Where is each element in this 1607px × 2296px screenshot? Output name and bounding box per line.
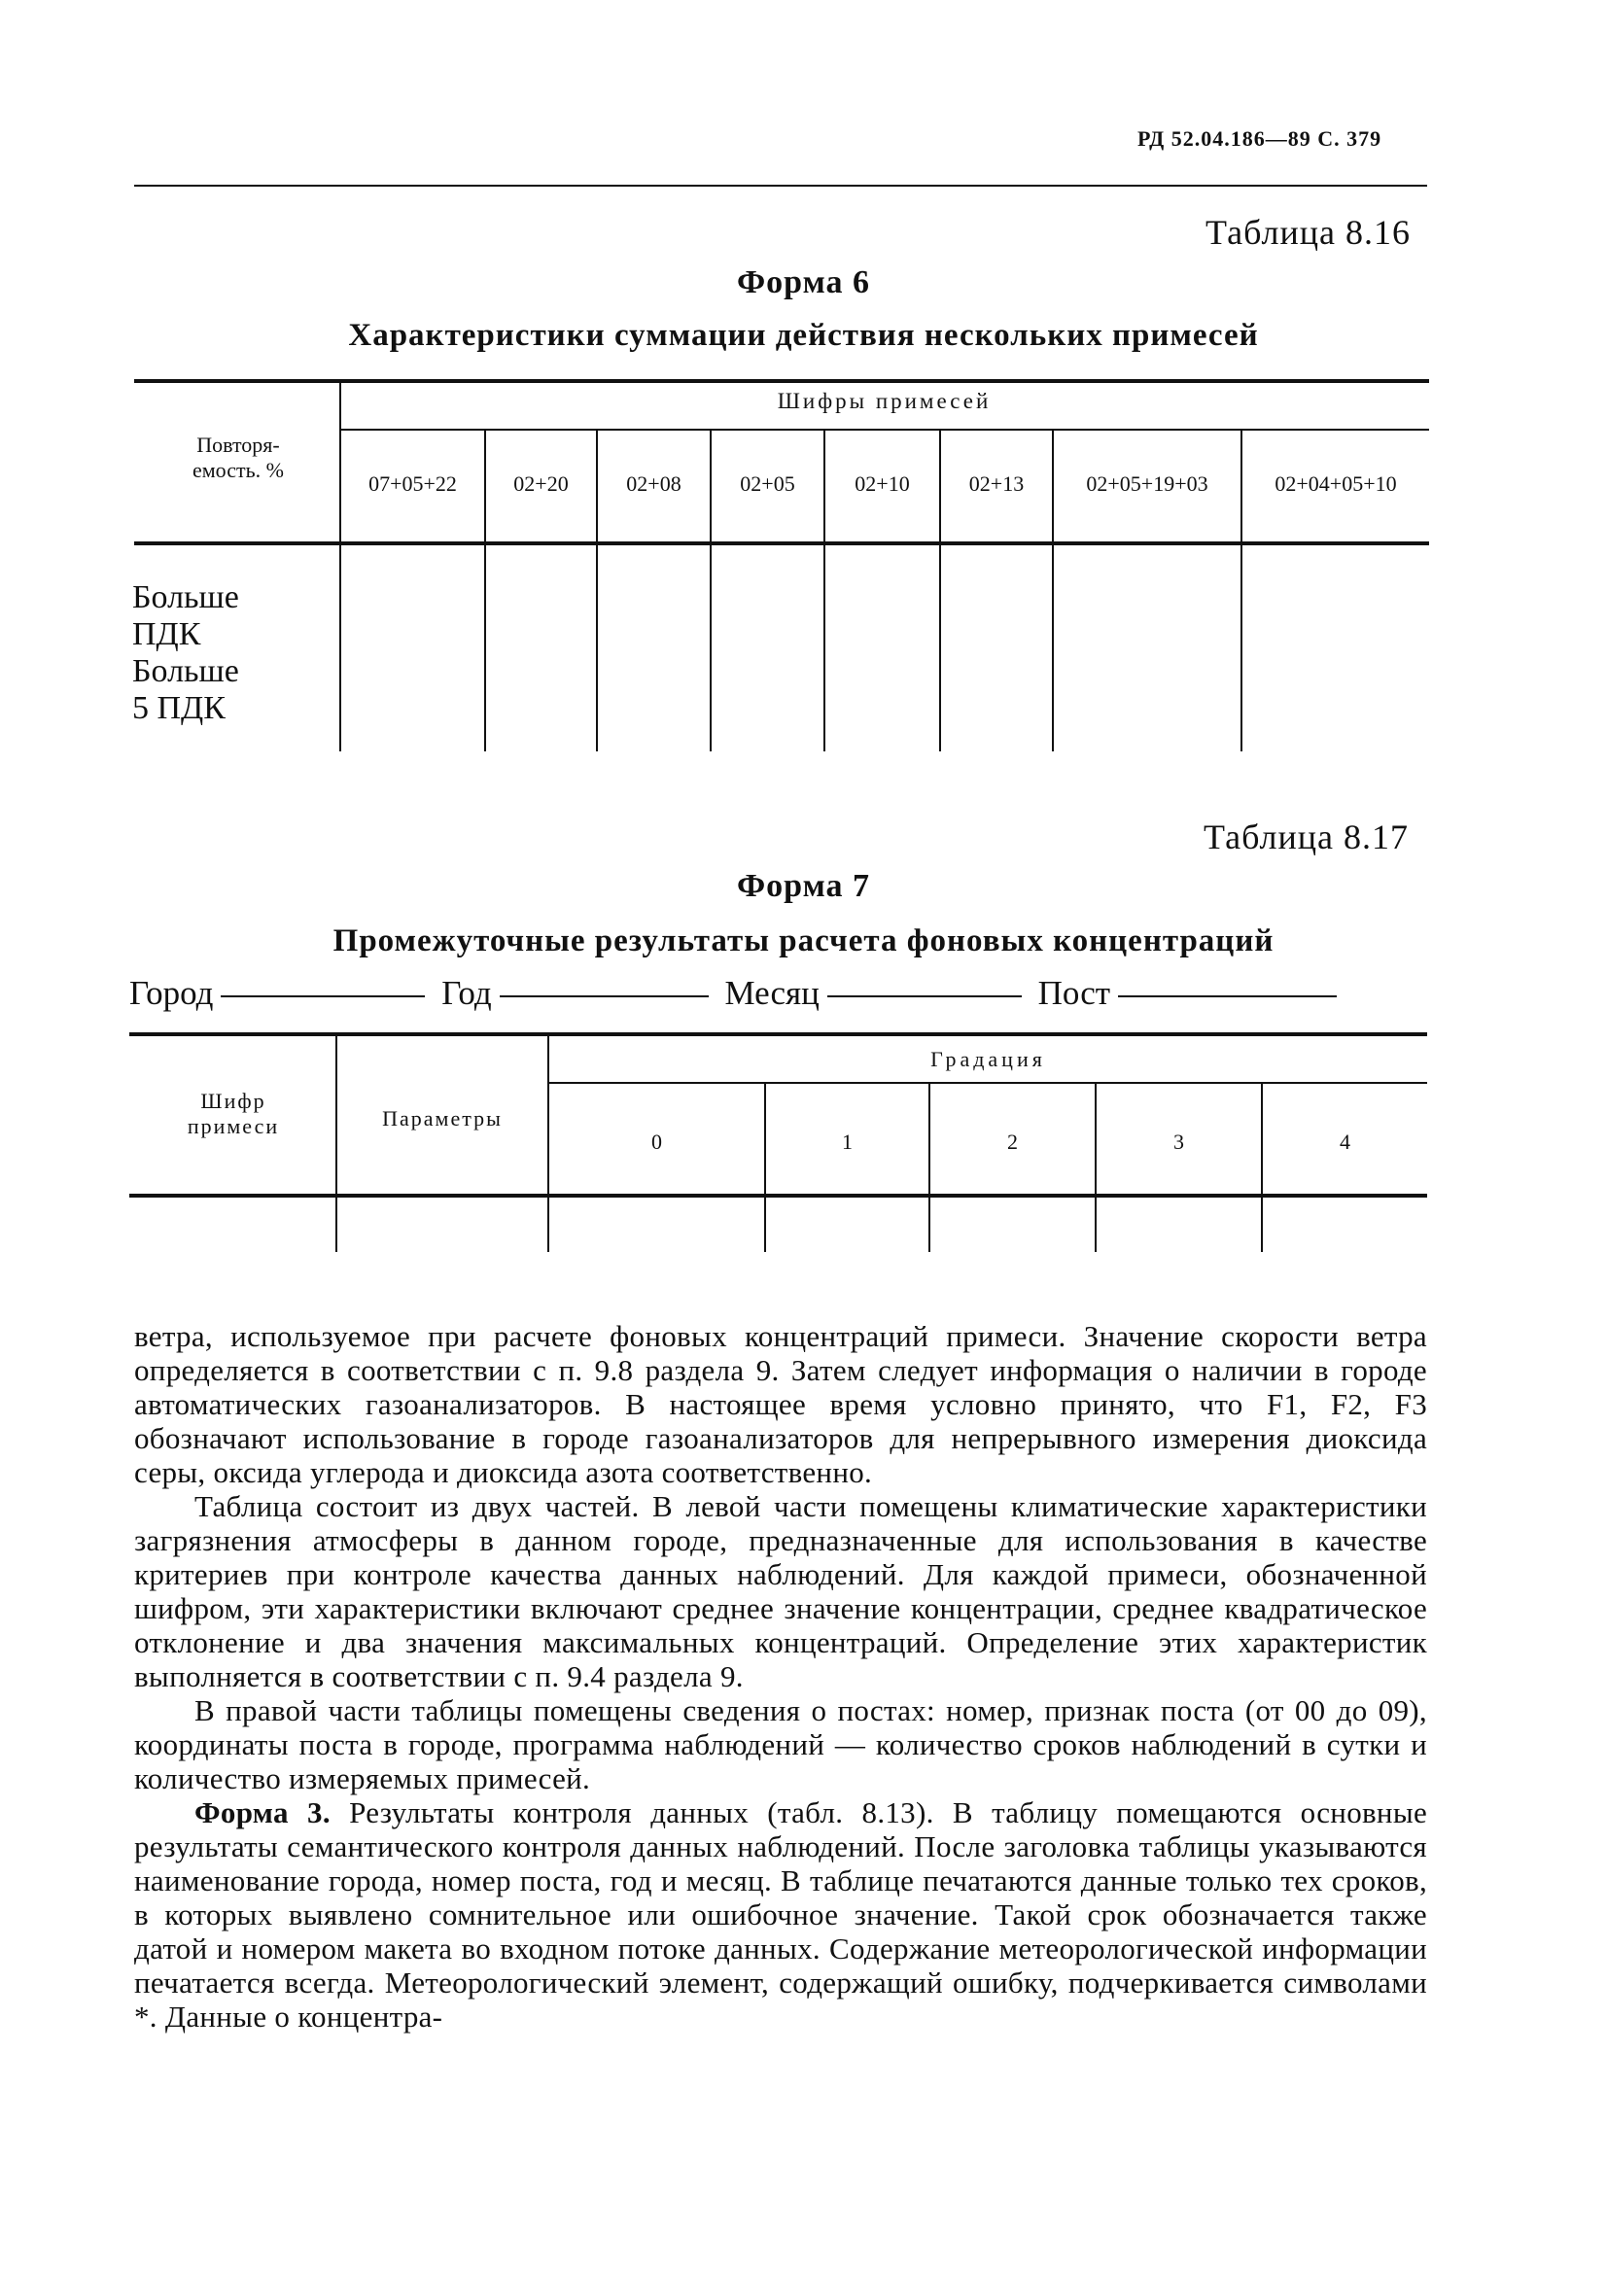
col-divider xyxy=(939,545,941,751)
paragraph: В правой части таблицы помещены сведения о постах: номер, признак поста (от 00 до 09), координаты поста в городе, программа наблюдений — количество сроков наблюдений в сутки и количество измеряемых примесей. xyxy=(134,1693,1427,1795)
form-fields-line xyxy=(129,974,1345,1013)
table-8-17-label: Таблица 8.17 xyxy=(1204,818,1409,856)
col-divider xyxy=(928,1198,930,1252)
code-header: 02+04+05+10 xyxy=(1275,471,1397,496)
code-header: 02+13 xyxy=(968,471,1025,496)
code-header: 02+05+19+03 xyxy=(1086,471,1208,496)
col-divider xyxy=(1261,1198,1263,1252)
row-label: ПДК xyxy=(132,616,201,652)
paragraph xyxy=(134,1795,1427,2034)
gradation-header: 4 xyxy=(1340,1130,1350,1154)
col-divider xyxy=(339,545,341,751)
table-8-16-label: Таблица 8.16 xyxy=(1205,213,1411,252)
code-header: 02+10 xyxy=(855,471,910,496)
col-divider xyxy=(710,545,712,751)
col-divider xyxy=(335,1198,337,1252)
column-header-repeatability xyxy=(156,433,321,483)
body-text xyxy=(134,1319,1427,2034)
col-divider xyxy=(596,545,598,751)
header-rule xyxy=(134,185,1427,187)
field-year-blank xyxy=(500,995,709,997)
table-8-17-form-title: Форма 7 xyxy=(736,868,871,904)
row-label: 5 ПДК xyxy=(132,690,226,726)
gradation-header: 1 xyxy=(842,1130,853,1154)
column-header-params: Параметры xyxy=(382,1106,503,1131)
paragraph: ветра, используемое при расчете фоновых концентраций примеси. Значение скорости ветра определяется в соответствии с п. 9.8 раздела 9. Затем следует информация о наличии в городе автоматических газоанализаторов. В настоящее время условно принято, что F1, F2, F3 обозначают использование в городе газоанализаторов для непрерывного измерения диоксида серы, оксида углерода и диоксида азота соответственно. xyxy=(134,1319,1427,1489)
paragraph-text: Результаты контроля данных (табл. 8.13). В таблицу помещаются основные результаты семантического контроля данных наблюдений. После заголовка таблицы указываются наименование города, номер поста, год и месяц. В таблице печатаются данные только тех сроков, в которых выявлено сомнительное или ошибочное значение. Такой срок обозначается также датой и номером макета во входном потоке данных. Содержание метеорологической информации печатается всегда. Метеорологический элемент, содержащий ошибку, подчеркивается символами *. Данные о концентра- xyxy=(134,1795,1428,2034)
header-bottom-rule xyxy=(134,541,1429,545)
group-header-codes: Шифры примесей xyxy=(777,389,992,413)
paragraph: Таблица состоит из двух частей. В левой части помещены климатические характеристики загрязнения атмосферы в данном городе, предназначенные для использования в качестве критериев при контроле качества данных наблюдений. Для каждой примеси, обозначенной шифром, эти характеристики включают среднее значение концентрации, среднее квадратическое отклонение и два значения максимальных концентраций. Определение этих характеристик выполняется в соответствии с п. 9.4 раздела 9. xyxy=(134,1489,1427,1693)
field-city-blank xyxy=(221,995,425,997)
table-top-rule xyxy=(134,379,1429,383)
header-line: примеси xyxy=(187,1114,280,1138)
col-divider xyxy=(1052,545,1054,751)
gradation-header: 2 xyxy=(1007,1130,1018,1154)
form-3-heading: Форма 3. xyxy=(194,1795,331,1829)
row-labels xyxy=(132,579,239,727)
table-8-16-form-title: Форма 6 xyxy=(736,264,871,300)
field-post-label: Пост xyxy=(1037,974,1111,1012)
page-header-reference: РД 52.04.186—89 С. 379 xyxy=(1137,126,1382,151)
col-divider xyxy=(547,1198,549,1252)
code-header: 02+05 xyxy=(740,471,795,496)
field-month-blank xyxy=(827,995,1022,997)
code-header: 07+05+22 xyxy=(368,471,457,496)
header-line: емость. % xyxy=(192,458,284,482)
col-divider xyxy=(764,1198,766,1252)
header-bottom-rule xyxy=(129,1194,1427,1198)
table-8-16-title: Характеристики суммации действия нескольких примесей xyxy=(348,318,1259,353)
group-header-rule xyxy=(339,429,1429,431)
table-8-17-title: Промежуточные результаты расчета фоновых концентраций xyxy=(332,923,1275,958)
group-header-gradation: Градация xyxy=(930,1047,1046,1071)
header-line: Шифр xyxy=(200,1089,266,1113)
header-line: Повторя- xyxy=(196,433,280,457)
code-header: 02+20 xyxy=(513,471,569,496)
field-year-label: Год xyxy=(441,974,492,1012)
col-divider xyxy=(823,545,825,751)
col-divider xyxy=(484,545,486,751)
col-divider xyxy=(1240,545,1242,751)
row-label: Больше xyxy=(132,653,239,689)
field-post-blank xyxy=(1118,995,1337,997)
field-city-label: Город xyxy=(129,974,214,1012)
row-label: Больше xyxy=(132,579,239,615)
table-top-rule xyxy=(129,1032,1427,1036)
group-header-rule xyxy=(547,1082,1427,1084)
column-header-code xyxy=(136,1089,331,1139)
field-month-label: Месяц xyxy=(724,974,820,1012)
code-header: 02+08 xyxy=(626,471,681,496)
gradation-header: 0 xyxy=(651,1130,662,1154)
gradation-header: 3 xyxy=(1173,1130,1184,1154)
col-divider xyxy=(1095,1198,1097,1252)
